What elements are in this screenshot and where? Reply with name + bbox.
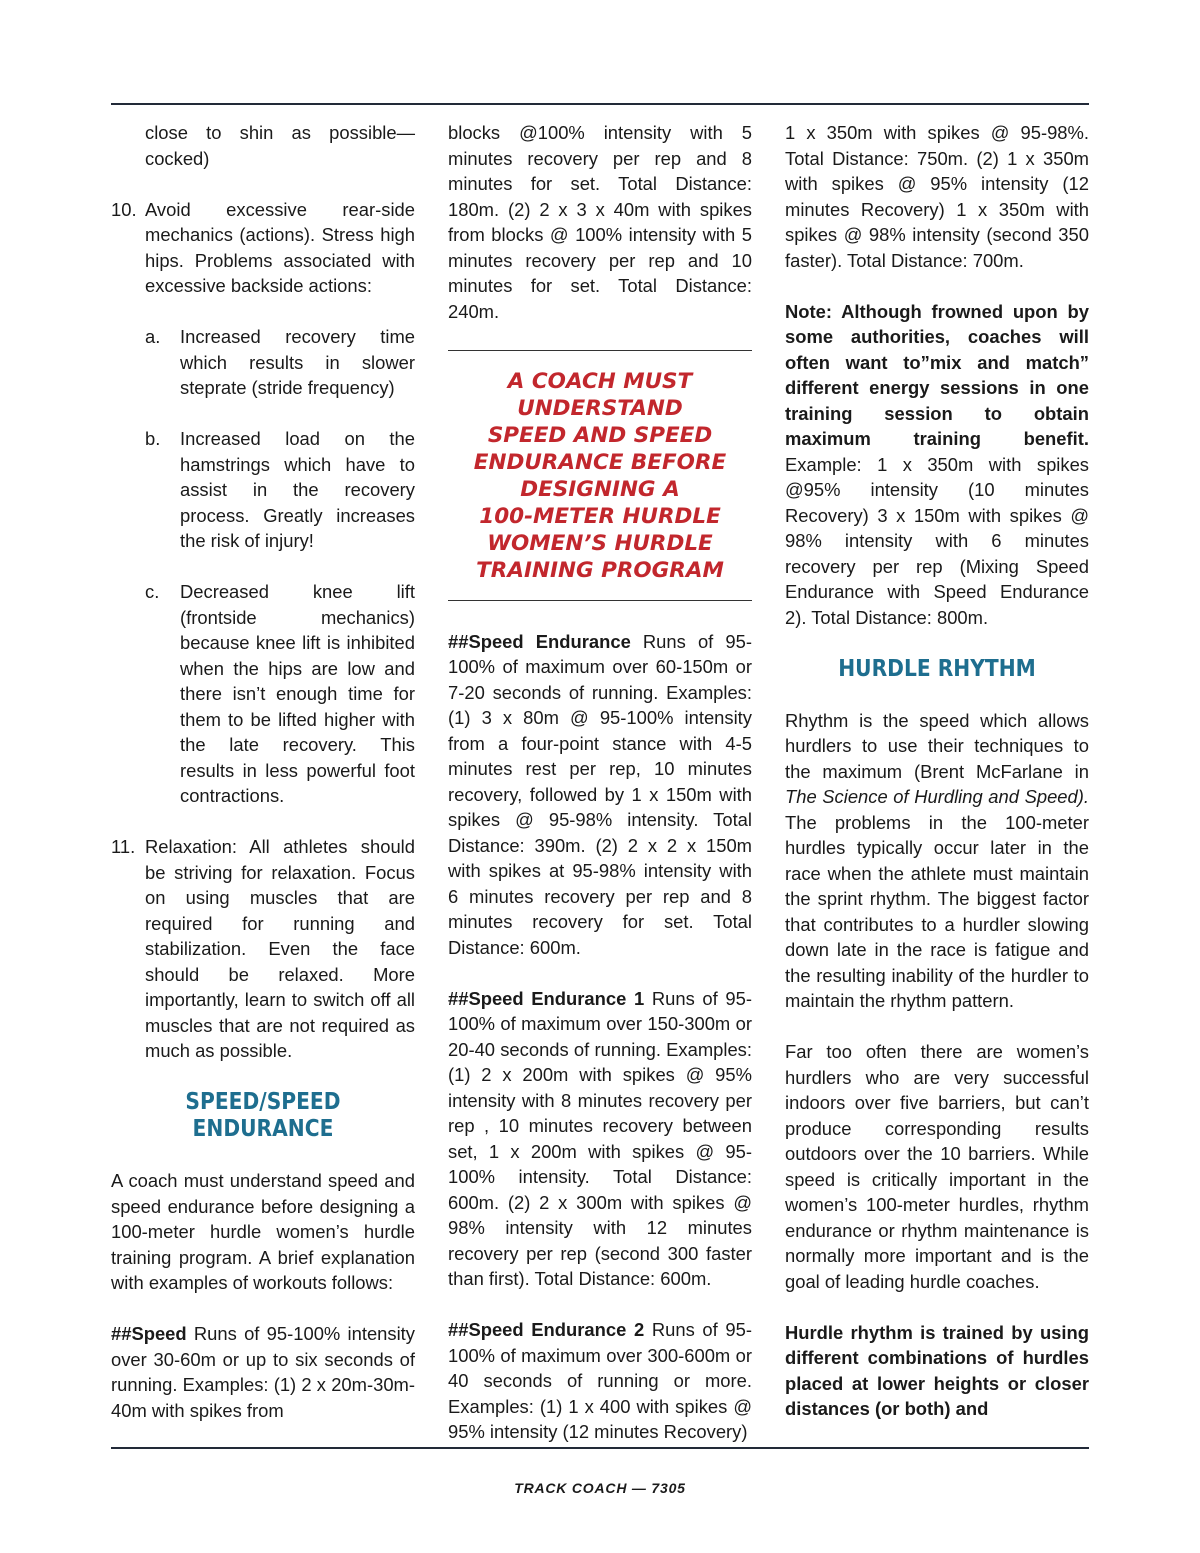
item-number: 10. [111,198,137,220]
item-text: Relaxation: All athletes should be striving for relaxation. Focus on using muscles that are required for running and stabilization. Even the face should be relaxed. More importantly, learn to switch off all muscles that are not required as much as possible. [145,836,415,1061]
sub-text: Increased load on the hamstrings which have to assist in the recovery process. Greatly increases the risk of injury! [180,428,415,551]
sub-text: Increased recovery time which results in slower steprate (stride frequency) [180,326,415,398]
rhythm-paragraph-1: Rhythm is the speed which allows hurdlers to use their techniques to the maximum (Brent McFarlane in The Science of Hurdling and Speed). The problems in the 100-meter hurdles typically occur later in the race when the athlete must maintain the sprint rhythm. The biggest factor that contributes to a hurdler slowing down late in the race is fatigue and the resulting inability of the hurdler to maintain the rhythm pattern. [785,709,1089,1011]
speed-paragraph: ##Speed Runs of 95-100% intensity over 30-60m or up to six seconds of running. Examples: (1) 2 x 20m-30m-40m with spikes from [111,1323,415,1421]
continued-paragraph: 1 x 350m with spikes @ 95-98%. Total Distance: 750m. (2) 1 x 350m with spikes @ 95% intensity (12 minutes Recovery) 1 x 350m with spikes @ 98% intensity (second 350 faster). Total Distance: 700m. [785,122,1089,271]
item-number: 11. [111,836,136,857]
book-title: The Science of Hurdling and Speed). [785,786,1089,807]
rhythm-paragraph-2: Far too often there are women’s hurdlers who are very successful indoors over five barriers, but can’t produce corresponding results outdoors over the 10 barriers. While speed is critically important in the women’s 100-meter hurdles, rhythm endurance or rhythm maintenance is normally more important and is the goal of leading hurdle coaches. [785,1041,1089,1292]
sub-item-a [111,324,415,401]
intro-paragraph: A coach must understand speed and speed endurance before designing a 100-meter hurdle women’s hurdle training program. A brief explanation with examples of workouts follows: [111,1170,415,1293]
column-3 [785,120,1089,1422]
sub-label: c. [145,581,160,602]
sub-label: a. [145,326,161,347]
continued-paragraph: blocks @100% intensity with 5 minutes recovery per rep and 8 minutes for set. Total Distance: 180m. (2) 2 x 3 x 40m with spikes from blocks @ 100% intensity with 5 minutes recovery per rep and 10 minutes for set. Total Distance: 240m. [448,122,752,322]
note-paragraph: Note: Although frowned upon by some authorities, coaches will often want to”mix and match” different energy sessions in one training session to obtain maximum training benefit. Example: 1 x 350m with spikes @95% intensity (10 minutes Recovery) 3 x 150m with spikes @ 98% intensity with 6 minutes recovery per rep (Mixing Speed Endurance with Speed Endurance 2). Total Distance: 800m. [785,300,1089,628]
list-item-11 [111,834,415,1064]
speed-endurance-paragraph: ##Speed Endurance Runs of 95-100% of maximum over 60-150m or 7-20 seconds of running. Examples: (1) 3 x 80m @ 95-100% intensity from a four-point stance with 4-5 minutes rest per rep, 10 minutes recovery, followed by 1 x 150m with spikes @ 95-98% intensity. Total Distance: 390m. (2) 2 x 2 x 150m with spikes at 95-98% intensity with 6 minutes recovery per rep and 8 minutes recovery for set. Total Distance: 600m. [448,630,752,958]
rhythm-paragraph-3: Hurdle rhythm is trained by using different combinations of hurdles placed at lower heights or closer distances (or both) and [785,1321,1089,1419]
bottom-rule [111,1447,1089,1449]
continued-item-text: close to shin as possible—cocked) [145,122,415,169]
sub-label: b. [145,428,161,449]
column-2 [448,120,752,1445]
section-heading-hurdle-rhythm: HURDLE RHYTHM [838,655,1036,682]
sub-item-c [111,579,415,809]
sub-item-b [111,426,415,554]
list-item-10 [111,197,415,299]
speed-endurance-1-paragraph: ##Speed Endurance 1 Runs of 95-100% of maximum over 150-300m or 20-40 seconds of running. Examples: (1) 2 x 200m with spikes @ 95% intensity with 8 minutes recovery per rep , 10 minutes recovery between set, 1 x 200m with spikes @ 95-100% intensity. Total Distance: 600m. (2) 2 x 300m with spikes @ 98% intensity with 12 minutes recovery per rep (second 300 faster than first). Total Distance: 600m. [448,987,752,1289]
section-heading-speed: SPEED/SPEED ENDURANCE [185,1089,341,1142]
speed-label: ##Speed [111,1323,187,1344]
page-footer: TRACK COACH — 7305 [514,1480,686,1496]
speed-endurance-2-paragraph: ##Speed Endurance 2 Runs of 95-100% of maximum over 300-600m or 40 seconds of running or more. Examples: (1) 1 x 400 with spikes @ 95% intensity (12 minutes Recovery) [448,1319,752,1442]
item-text: Avoid excessive rear-side mechanics (actions). Stress high hips. Problems associated with excessive backside actions: [145,198,415,296]
pull-quote: A COACH MUST UNDERSTAND SPEED AND SPEED ENDURANCE BEFORE DESIGNING A 100-METER HURDLE WOMEN’S HURDLE TRAINING PROGRAM [448,350,752,601]
column-1 [111,120,415,1423]
top-rule [111,103,1089,105]
sub-text: Decreased knee lift (frontside mechanics) because knee lift is inhibited when the hips are low and there isn’t enough time for them to be lifted higher with the late recovery. This results in less powerful foot contractions. [180,581,415,806]
